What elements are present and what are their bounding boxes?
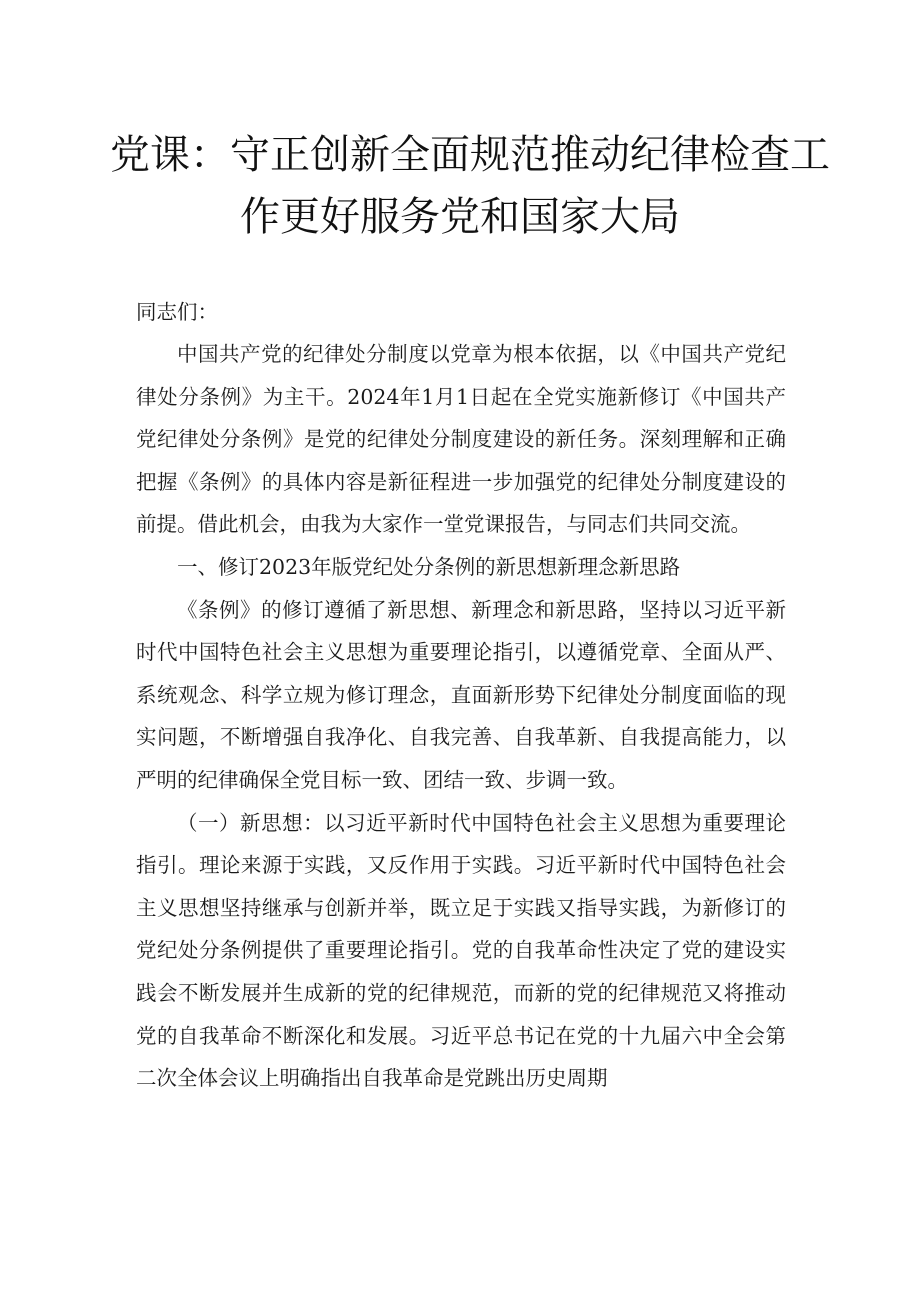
salutation: 同志们： <box>136 300 218 324</box>
paragraph-section-1: 《条例》的修订遵循了新思想、新理念和新思路，坚持以习近平新时代中国特色社会主义思想为重要理论指引，以遵循党章、全面从严、系统观念、科学立规为修订理念，直面新形势下纪律处分制度面临的现实问题，不断增强自我净化、自我完善、自我革新、自我提高能力，以严明的纪律确保全党目标一致、团结一致、步调一致。 <box>136 597 786 792</box>
section-heading-1: 一、修订2023年版党纪处分条例的新思想新理念新思路 <box>177 554 681 579</box>
paragraph-subsection-1: （一）新思想：以习近平新时代中国特色社会主义思想为重要理论指引。理论来源于实践，又反作用于实践。习近平新时代中国特色社会主义思想坚持继承与创新并举，既立足于实践又指导实践，为新修订的党纪处分条例提供了重要理论指引。党的自我革命性决定了党的建设实践会不断发展并生成新的党的纪律规范，而新的党的纪律规范又将推动党的自我革命不断深化和发展。习近平总书记在党的十九届六中全会第二次全体会议上明确指出自我革命是党跳出历史周期 <box>136 810 786 1091</box>
paragraph-intro: 中国共产党的纪律处分制度以党章为根本依据，以《中国共产党纪律处分条例》为主干。2024年1月1日起在全党实施新修订《中国共产党纪律处分条例》是党的纪律处分制度建设的新任务。深刻理解和正确把握《条例》的具体内容是新征程进一步加强党的纪律处分制度建设的前提。借此机会，由我为大家作一堂党课报告，与同志们共同交流。 <box>136 342 786 537</box>
document-body <box>136 333 786 1100</box>
title-line-2: 作更好服务党和国家大局 <box>240 194 680 240</box>
document-title <box>110 124 830 248</box>
title-line-1: 党课：守正创新全面规范推动纪律检查工 <box>110 132 830 178</box>
